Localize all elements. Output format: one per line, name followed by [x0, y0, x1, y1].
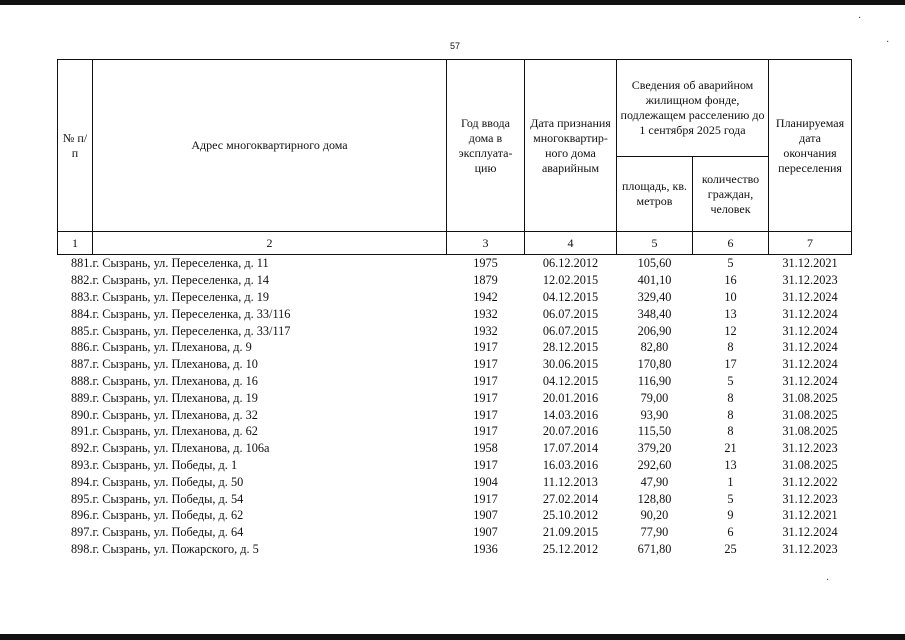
header-info-group: Сведения об аварийном жилищном фонде, подлежащем расселению до 1 сентября 2025 года — [617, 60, 769, 157]
row-area: 93,90 — [640, 407, 669, 422]
row-citizens: 8 — [727, 424, 734, 439]
row-number: 883. — [70, 289, 93, 304]
row-planned-date: 31.12.2022 — [782, 474, 838, 489]
row-area: 82,80 — [640, 340, 669, 355]
row-year: 1932 — [473, 323, 498, 338]
table-row — [58, 490, 852, 507]
row-area: 379,20 — [637, 441, 672, 456]
row-planned-date: 31.12.2024 — [782, 373, 838, 388]
column-number: 6 — [693, 232, 769, 255]
row-area: 79,00 — [640, 390, 669, 405]
row-number: 887. — [70, 357, 93, 372]
column-number: 1 — [58, 232, 93, 255]
row-area: 115,50 — [637, 424, 672, 439]
row-address: г. Сызрань, ул. Плеханова, д. 106а — [92, 441, 270, 456]
row-number: 890. — [70, 407, 93, 422]
row-citizens: 8 — [727, 340, 734, 355]
table-row — [58, 373, 852, 390]
row-number: 884. — [70, 306, 93, 321]
scan-border-bottom — [0, 634, 905, 640]
row-address: г. Сызрань, ул. Плеханова, д. 16 — [92, 373, 258, 388]
table-row — [58, 423, 852, 440]
row-citizens: 5 — [727, 256, 734, 271]
row-address: г. Сызрань, ул. Победы, д. 54 — [92, 491, 244, 506]
row-emergency-date: 06.12.2012 — [542, 256, 599, 271]
row-address: г. Сызрань, ул. Переселенка, д. 14 — [92, 273, 270, 288]
row-address: г. Сызрань, ул. Переселенка, д. 33/117 — [92, 323, 291, 338]
row-address: г. Сызрань, ул. Победы, д. 50 — [92, 474, 244, 489]
row-emergency-date: 14.03.2016 — [542, 407, 599, 422]
row-emergency-date: 20.07.2016 — [542, 424, 599, 439]
scan-speck: · — [886, 37, 890, 48]
row-planned-date: 31.12.2023 — [782, 441, 838, 456]
row-planned-date: 31.12.2023 — [782, 541, 838, 556]
row-area: 105,60 — [637, 256, 672, 271]
table-row — [58, 457, 852, 474]
row-year: 1907 — [473, 525, 498, 540]
row-citizens: 8 — [727, 390, 734, 405]
table-row — [58, 440, 852, 457]
row-address: г. Сызрань, ул. Плеханова, д. 19 — [92, 390, 258, 405]
row-area: 47,90 — [640, 474, 669, 489]
header-date-emergency: Дата признания многоквартир-ного дома аварийным — [525, 60, 617, 232]
row-emergency-date: 30.06.2015 — [542, 357, 599, 372]
row-emergency-date: 25.12.2012 — [542, 541, 599, 556]
row-number: 882. — [70, 273, 93, 288]
row-planned-date: 31.12.2021 — [782, 508, 838, 523]
table-row — [58, 541, 852, 558]
table-row — [58, 339, 852, 356]
scan-speck: · — [858, 13, 862, 24]
row-area: 77,90 — [640, 525, 669, 540]
row-emergency-date: 04.12.2015 — [542, 289, 599, 304]
row-planned-date: 31.08.2025 — [782, 407, 838, 422]
row-area: 206,90 — [637, 323, 672, 338]
row-address: г. Сызрань, ул. Плеханова, д. 32 — [92, 407, 258, 422]
row-address: г. Сызрань, ул. Плеханова, д. 9 — [92, 340, 252, 355]
row-area: 90,20 — [640, 508, 669, 523]
page-number: 57 — [449, 41, 460, 51]
row-emergency-date: 06.07.2015 — [542, 323, 599, 338]
header-address: Адрес многоквартирного дома — [93, 60, 447, 232]
row-planned-date: 31.12.2024 — [782, 306, 838, 321]
row-citizens: 10 — [724, 289, 737, 304]
row-emergency-date: 12.02.2015 — [542, 273, 599, 288]
row-area: 292,60 — [637, 457, 672, 472]
row-year: 1932 — [473, 306, 498, 321]
row-address: г. Сызрань, ул. Победы, д. 1 — [92, 457, 238, 472]
row-citizens: 25 — [724, 541, 737, 556]
row-number: 897. — [70, 525, 93, 540]
table-row — [58, 473, 852, 490]
row-planned-date: 31.08.2025 — [782, 424, 838, 439]
row-address: г. Сызрань, ул. Победы, д. 64 — [92, 525, 244, 540]
row-emergency-date: 28.12.2015 — [542, 340, 599, 355]
row-planned-date: 31.12.2024 — [782, 525, 838, 540]
column-number: 4 — [525, 232, 617, 255]
row-number: 891. — [70, 424, 93, 439]
row-year: 1904 — [473, 474, 498, 489]
row-address: г. Сызрань, ул. Переселенка, д. 33/116 — [92, 306, 291, 321]
row-planned-date: 31.12.2024 — [782, 323, 838, 338]
row-number: 894. — [70, 474, 93, 489]
row-number: 881. — [70, 256, 93, 271]
row-area: 348,40 — [637, 306, 672, 321]
row-planned-date: 31.08.2025 — [782, 457, 838, 472]
row-emergency-date: 27.02.2014 — [542, 491, 599, 506]
header-num: № п/п — [58, 60, 93, 232]
table-row — [58, 305, 852, 322]
column-number: 3 — [447, 232, 525, 255]
row-year: 1879 — [473, 273, 498, 288]
row-year: 1958 — [473, 441, 498, 456]
row-emergency-date: 11.12.2013 — [543, 474, 598, 489]
scan-speck: · — [826, 575, 830, 586]
row-citizens: 9 — [727, 508, 734, 523]
row-planned-date: 31.12.2024 — [782, 289, 838, 304]
scan-border-top — [0, 0, 905, 5]
row-year: 1917 — [473, 457, 498, 472]
row-number: 896. — [70, 508, 93, 523]
table-row — [58, 524, 852, 541]
row-area: 116,90 — [637, 373, 672, 388]
row-emergency-date: 16.03.2016 — [542, 457, 599, 472]
row-citizens: 12 — [724, 323, 737, 338]
row-number: 885. — [70, 323, 93, 338]
row-year: 1917 — [473, 407, 498, 422]
row-year: 1907 — [473, 508, 498, 523]
row-planned-date: 31.08.2025 — [782, 390, 838, 405]
row-emergency-date: 04.12.2015 — [542, 373, 599, 388]
row-planned-date: 31.12.2024 — [782, 357, 838, 372]
row-planned-date: 31.12.2024 — [782, 340, 838, 355]
table-row — [58, 289, 852, 306]
table-row — [58, 255, 852, 272]
row-planned-date: 31.12.2023 — [782, 273, 838, 288]
row-number: 895. — [70, 491, 93, 506]
row-year: 1917 — [473, 390, 498, 405]
column-number: 5 — [617, 232, 693, 255]
row-address: г. Сызрань, ул. Плеханова, д. 10 — [92, 357, 258, 372]
header-planned-date: Планируемая дата окончания переселения — [769, 60, 852, 232]
row-citizens: 21 — [724, 441, 737, 456]
row-year: 1917 — [473, 373, 498, 388]
table-row — [58, 272, 852, 289]
column-number: 7 — [769, 232, 852, 255]
row-number: 886. — [70, 340, 93, 355]
header-year: Год ввода дома в эксплуата-цию — [447, 60, 525, 232]
table-row — [58, 389, 852, 406]
row-area: 401,10 — [637, 273, 672, 288]
row-citizens: 8 — [727, 407, 734, 422]
header-citizens: количество граждан, человек — [693, 157, 769, 232]
row-citizens: 16 — [724, 273, 737, 288]
row-year: 1936 — [473, 541, 498, 556]
row-citizens: 13 — [724, 306, 737, 321]
header-area: площадь, кв. метров — [617, 157, 693, 232]
column-number: 2 — [93, 232, 447, 255]
row-area: 329,40 — [637, 289, 672, 304]
row-emergency-date: 06.07.2015 — [542, 306, 599, 321]
row-number: 889. — [70, 390, 93, 405]
row-emergency-date: 21.09.2015 — [542, 525, 599, 540]
row-citizens: 6 — [727, 525, 734, 540]
row-area: 671,80 — [637, 541, 672, 556]
table-row — [58, 406, 852, 423]
row-number: 893. — [70, 457, 93, 472]
row-year: 1917 — [473, 340, 498, 355]
row-area: 128,80 — [637, 491, 672, 506]
row-number: 888. — [70, 373, 93, 388]
row-year: 1917 — [473, 357, 498, 372]
row-emergency-date: 20.01.2016 — [542, 390, 599, 405]
row-area: 170,80 — [637, 357, 672, 372]
table-row — [58, 507, 852, 524]
row-year: 1917 — [473, 424, 498, 439]
row-emergency-date: 25.10.2012 — [542, 508, 599, 523]
row-year: 1917 — [473, 491, 498, 506]
row-year: 1975 — [473, 256, 498, 271]
row-address: г. Сызрань, ул. Пожарского, д. 5 — [92, 541, 259, 556]
row-citizens: 13 — [724, 457, 737, 472]
row-citizens: 17 — [724, 357, 737, 372]
row-planned-date: 31.12.2023 — [782, 491, 838, 506]
row-address: г. Сызрань, ул. Переселенка, д. 11 — [92, 256, 269, 271]
row-number: 892. — [70, 441, 93, 456]
row-citizens: 5 — [727, 373, 734, 388]
table-row — [58, 322, 852, 339]
row-address: г. Сызрань, ул. Плеханова, д. 62 — [92, 424, 258, 439]
table-body — [58, 255, 852, 558]
row-year: 1942 — [473, 289, 498, 304]
table-row — [58, 356, 852, 373]
row-citizens: 5 — [727, 491, 734, 506]
emergency-housing-table — [57, 59, 852, 557]
row-emergency-date: 17.07.2014 — [542, 441, 599, 456]
row-address: г. Сызрань, ул. Переселенка, д. 19 — [92, 289, 270, 304]
row-address: г. Сызрань, ул. Победы, д. 62 — [92, 508, 244, 523]
row-planned-date: 31.12.2021 — [782, 256, 838, 271]
row-number: 898. — [70, 541, 93, 556]
row-citizens: 1 — [727, 474, 734, 489]
